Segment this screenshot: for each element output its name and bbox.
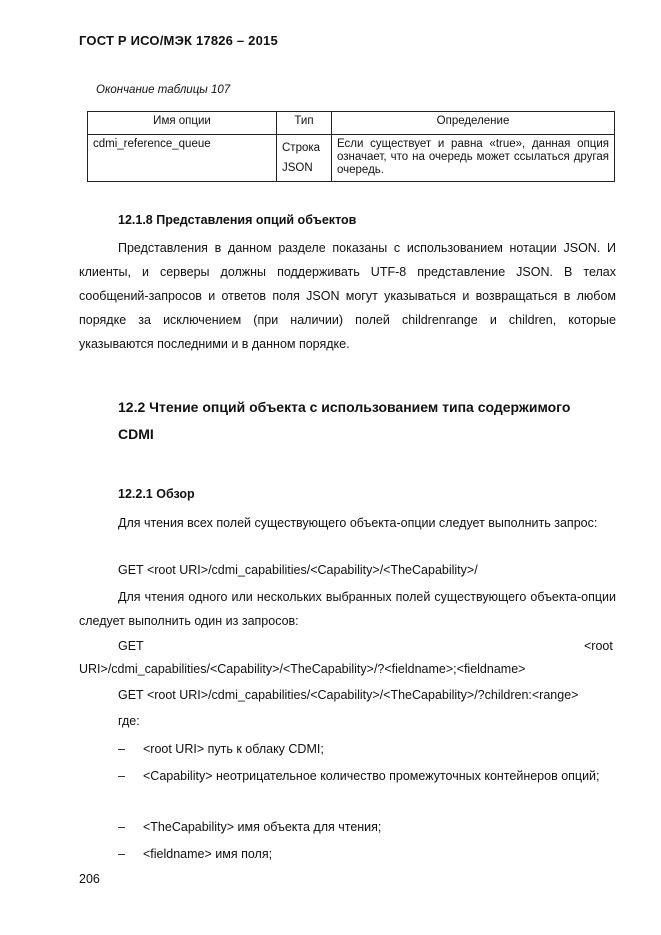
list-bullet: – <box>118 769 125 783</box>
type-line: JSON <box>282 162 313 174</box>
page-header: ГОСТ Р ИСО/МЭК 17826 – 2015 <box>79 33 278 48</box>
request-line: URI>/cdmi_capabilities/<Capability>/<TheCapability>/?<fieldname>;<fieldname> <box>79 662 526 676</box>
list-bullet: – <box>118 820 125 834</box>
list-item: <TheCapability> имя объекта для чтения; <box>143 820 382 834</box>
type-line: Строка <box>282 142 321 154</box>
table-row <box>88 135 615 182</box>
list-bullet: – <box>118 742 125 756</box>
column-header: Имя опции <box>88 112 277 135</box>
list-item: <root URI> путь к облаку CDMI; <box>143 742 324 756</box>
request-line: GET <root URI>/cdmi_capabilities/<Capability>/<TheCapability>/?children:<range> <box>118 688 579 702</box>
table-caption: Окончание таблицы 107 <box>96 84 231 96</box>
table-header-row <box>88 112 615 135</box>
section-heading-1221: 12.2.1 Обзор <box>118 487 195 501</box>
column-header: Тип <box>277 112 332 135</box>
option-type-cell <box>277 135 332 182</box>
options-table <box>87 111 615 182</box>
list-item: <Capability> неотрицательное количество промежуточных контейнеров опций; <box>143 769 600 783</box>
option-name-cell: cdmi_reference_queue <box>88 135 277 182</box>
overview-paragraph: Для чтения одного или нескольких выбранных полей существующего объекта-опции следует выполнить один из запросов: <box>79 590 616 628</box>
page-number: 206 <box>79 872 100 886</box>
request-line: GET <root URI>/cdmi_capabilities/<Capability>/<TheCapability>/ <box>118 563 478 577</box>
section-heading-1218: 12.1.8 Представления опций объектов <box>118 213 357 227</box>
option-definition-cell: Если существует и равна «true», данная опция означает, что на очередь может ссылаться другая очередь. <box>332 135 615 182</box>
request-line: GET <box>118 639 144 653</box>
column-header: Определение <box>332 112 615 135</box>
section-heading-122: 12.2 Чтение опций объекта с использованием типа содержимого CDMI <box>118 399 571 442</box>
request-line: <root <box>584 639 613 653</box>
list-bullet: – <box>118 847 125 861</box>
section-paragraph: Представления в данном разделе показаны с использованием нотации JSON. И клиенты, и серверы должны поддерживать UTF-8 представление JSON. В телах сообщений-запросов и ответов поля JSON могут указываться и возвращаться в любом порядке за исключением (при наличии) полей childrenrange и children, которые указываются последними и в данном порядке. <box>79 241 616 351</box>
list-item: <fieldname> имя поля; <box>143 847 273 861</box>
where-label: где: <box>118 714 140 728</box>
overview-paragraph: Для чтения всех полей существующего объекта-опции следует выполнить запрос: <box>118 516 598 530</box>
